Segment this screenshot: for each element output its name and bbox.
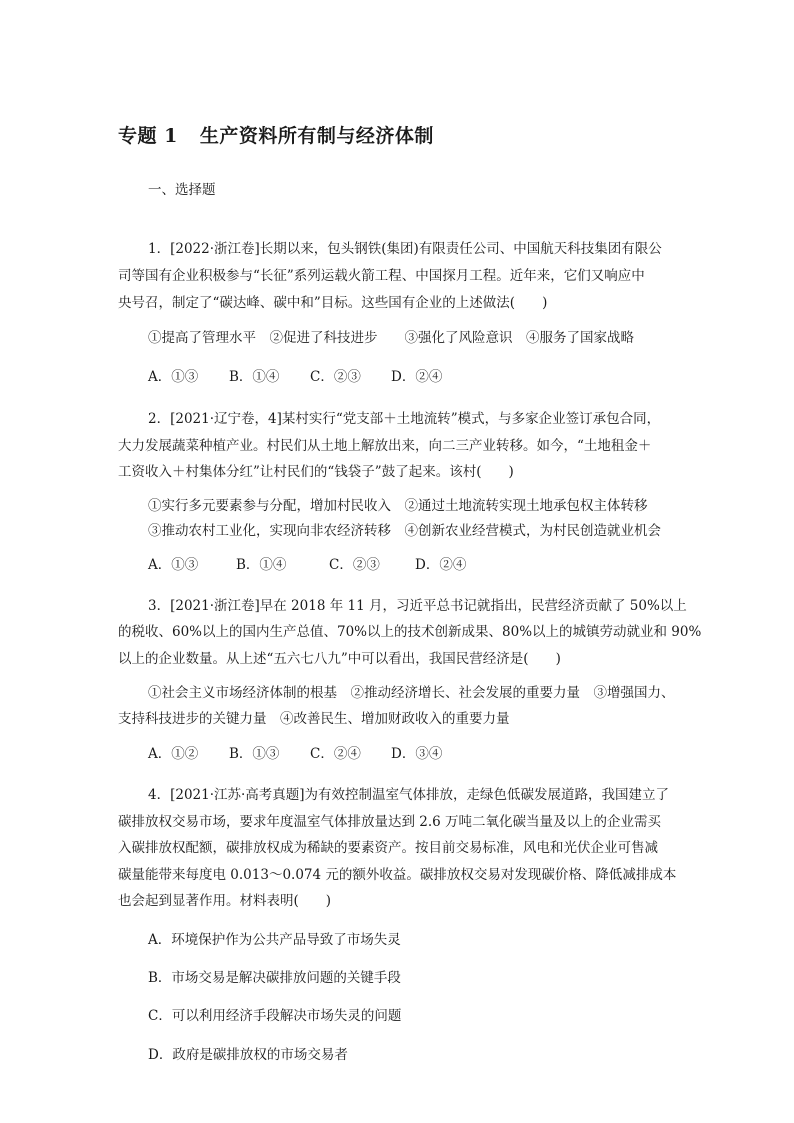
title-text: 生产资料所有制与经济体制 — [199, 125, 434, 147]
question-2-line-2: 大力发展蔬菜种植产业。村民们从土地上解放出来，向二三产业转移。如今，“土地租金＋ — [118, 438, 652, 454]
question-1-line-3: 央号召，制定了“碳达峰、碳中和”目标。这些国有企业的上述做法( ) — [118, 295, 548, 311]
question-2-option-b[interactable]: B．①④ — [236, 557, 287, 573]
question-4-option-b[interactable]: B．市场交易是解决碳排放问题的关键手段 — [148, 970, 401, 986]
question-2-option-c[interactable]: C．②③ — [329, 557, 380, 573]
question-4-line-5: 也会起到显著作用。材料表明( ) — [118, 893, 332, 909]
question-1-option-d[interactable]: D．②④ — [391, 369, 443, 385]
question-1-statements: ①提高了管理水平 ②促进了科技进步 ③强化了风险意识 ④服务了国家战略 — [148, 330, 634, 346]
question-3-statements-1: ①社会主义市场经济体制的根基 ②推动经济增长、社会发展的重要力量 ③增强国力、 — [148, 685, 675, 701]
page-title — [118, 121, 434, 148]
question-4-option-a[interactable]: A．环境保护作为公共产品导致了市场失灵 — [148, 932, 401, 948]
question-4-line-3: 入碳排放权配额，碳排放权成为稀缺的要素资产。按目前交易标准，风电和光伏企业可售减 — [118, 840, 658, 856]
question-2-option-a[interactable]: A．①③ — [148, 557, 199, 573]
question-1-options — [148, 371, 442, 385]
question-3-option-c[interactable]: C．②④ — [310, 746, 361, 762]
question-1-option-c[interactable]: C．②③ — [310, 369, 361, 385]
question-2-statements-2: ③推动农村工业化，实现向非农经济转移 ④创新农业经营模式，为村民创造就业机会 — [148, 523, 661, 539]
question-3-option-b[interactable]: B．①③ — [229, 746, 280, 762]
question-1-option-b[interactable]: B．①④ — [229, 369, 280, 385]
question-1-option-a[interactable]: A．①③ — [148, 369, 199, 385]
question-3-option-d[interactable]: D．③④ — [391, 746, 443, 762]
section-heading: 一、选择题 — [148, 182, 216, 198]
question-2-line-3: 工资收入＋村集体分红”让村民们的“钱袋子”鼓了起来。该村( ) — [118, 464, 514, 480]
question-4-line-2: 碳排放权交易市场，要求年度温室气体排放量达到 2.6 万吨二氧化碳当量及以上的企业需买 — [118, 814, 662, 830]
question-3-line-1: 3．[2021·浙江卷]早在 2018 年 11 月，习近平总书记就指出，民营经济贡献了 50%以上 — [148, 598, 687, 614]
question-4-line-1: 4．[2021·江苏·高考真题]为有效控制温室气体排放，走绿色低碳发展道路，我国建立了 — [148, 787, 670, 803]
title-prefix: 专题 1 — [118, 125, 178, 147]
question-3-statements-2: 支持科技进步的关键力量 ④改善民生、增加财政收入的重要力量 — [118, 711, 510, 727]
question-3-line-2: 的税收、60%以上的国内生产总值、70%以上的技术创新成果、80%以上的城镇劳动就业和 90% — [118, 624, 702, 640]
question-4-option-c[interactable]: C．可以利用经济手段解决市场失灵的问题 — [148, 1008, 402, 1024]
question-3-options — [148, 748, 442, 762]
question-2-statements-1: ①实行多元要素参与分配，增加村民收入 ②通过土地流转实现土地承包权主体转移 — [148, 498, 648, 514]
question-2-option-d[interactable]: D．②④ — [415, 557, 467, 573]
question-3-line-3: 以上的企业数量。从上述“五六七八九”中可以看出，我国民营经济是( ) — [118, 651, 561, 667]
question-1-line-1: 1．[2022·浙江卷]长期以来，包头钢铁(集团)有限责任公司、中国航天科技集团有限公 — [148, 241, 662, 257]
question-4-option-d[interactable]: D．政府是碳排放权的市场交易者 — [148, 1047, 348, 1063]
question-3-option-a[interactable]: A．①② — [148, 746, 199, 762]
question-2-line-1: 2．[2021·辽宁卷，4]某村实行“党支部＋土地流转”模式，与多家企业签订承包合同， — [148, 411, 661, 427]
question-1-line-2: 司等国有企业积极参与“长征”系列运载火箭工程、中国探月工程。近年来，它们又响应中 — [118, 268, 645, 284]
question-4-line-4: 碳量能带来每度电 0.013～0.074 元的额外收益。碳排放权交易对发现碳价格、降低减排成本 — [118, 867, 677, 883]
question-2-options — [148, 559, 466, 573]
